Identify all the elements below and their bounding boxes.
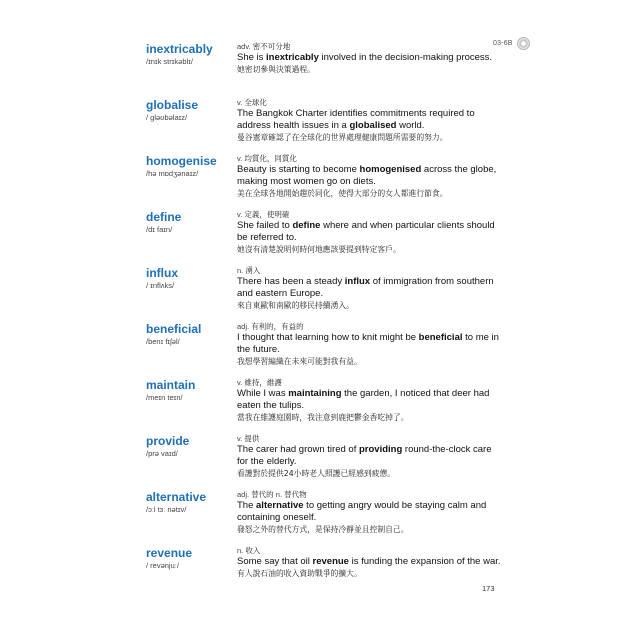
headword: provide: [146, 434, 190, 448]
sentence-keyword: inextricably: [266, 52, 319, 63]
part-of-speech: [237, 42, 505, 52]
vocab-entry: [146, 434, 506, 490]
translation: 當我在維護庭園時，我注意到鹿把鬱金香吃掉了。: [237, 413, 409, 422]
example-sentence: The Bangkok Charter identifies commitments required to address health issues in a globalised world.: [237, 108, 475, 131]
translation: 曼谷憲章確認了在全球化的世界處理健康問題所需要的努力。: [237, 133, 448, 142]
example-sentence: Beauty is starting to become homogenised across the globe, making most women go on diets.: [237, 164, 497, 187]
translation: 來自東歐和南歐的移民持續湧入。: [237, 301, 354, 310]
headword: inextricably: [146, 42, 213, 56]
vocab-entry: [146, 98, 506, 154]
pronunciation: / ɡləʊbəlaɪz/: [146, 113, 188, 122]
vocab-entry: [146, 378, 506, 434]
sentence-keyword: influx: [344, 276, 371, 287]
vocab-entry: [146, 546, 506, 602]
vocab-entry: [146, 322, 506, 378]
translation: 她密切參與決策過程。: [237, 65, 315, 74]
headword: influx: [146, 266, 178, 280]
example-sentence: There has been a steady influx of immigration from southern and eastern Europe.: [237, 276, 494, 299]
example-sentence: She failed to define where and when particular clients should be referred to.: [237, 220, 495, 243]
pos-label: v.: [237, 210, 243, 219]
pos-label: n.: [237, 546, 244, 555]
headword: revenue: [146, 546, 193, 560]
pos-meaning-2: 替代物: [284, 490, 307, 499]
example-sentence: I thought that learning how to knit might be beneficial to me in the future.: [237, 332, 499, 355]
sentence-keyword: beneficial: [418, 332, 463, 343]
sentence-keyword: define: [292, 220, 321, 231]
track-label: 03-6B: [493, 40, 513, 47]
headword: alternative: [146, 490, 207, 504]
pos-meaning: 湧入: [245, 266, 261, 275]
part-of-speech: [237, 322, 505, 332]
headword: maintain: [146, 378, 196, 392]
pos-label: v.: [237, 98, 243, 107]
pos-label: v.: [237, 378, 243, 387]
part-of-speech: [237, 266, 505, 276]
sentence-keyword: maintaining: [288, 388, 342, 399]
vocabulary-list: [146, 42, 506, 602]
pos-meaning: 均質化，同質化: [244, 154, 297, 163]
part-of-speech: [237, 546, 505, 556]
sentence-keyword: homogenised: [359, 164, 422, 175]
vocab-entry: [146, 266, 506, 322]
pos-meaning: 全球化: [244, 98, 267, 107]
example-sentence: The carer had grown tired of providing round-the-clock care for the elderly.: [237, 444, 492, 467]
pronunciation: /hə mɒdʒənaɪz/: [146, 169, 199, 178]
translation: 美在全球各地開始趨於同化，使得大部分的女人都進行節食。: [237, 189, 448, 198]
pos-meaning: 提供: [244, 434, 260, 443]
sentence-keyword: alternative: [256, 500, 304, 511]
pronunciation: /prə vaɪd/: [146, 449, 178, 458]
translation: 她沒有清楚說明何時何地應該要提到特定客戶。: [237, 245, 401, 254]
pronunciation: / revənjuː/: [146, 561, 179, 570]
vocab-entry: [146, 210, 506, 266]
example-sentence: She is inextricably involved in the decision-making process.: [237, 52, 493, 63]
cd-icon: [517, 37, 530, 50]
translation: 發怒之外的替代方式，是保持冷靜並且控制自己。: [237, 525, 409, 534]
part-of-speech: [237, 98, 505, 108]
part-of-speech: [237, 378, 505, 388]
pronunciation: /ɪnɪk strɪkəblɪ/: [146, 57, 193, 66]
example-sentence: The alternative to getting angry would be staying calm and containing oneself.: [237, 500, 487, 523]
vocab-entry: [146, 490, 506, 546]
example-sentence: While I was maintaining the garden, I noticed that deer had eaten the tulips.: [237, 388, 490, 411]
page-number: 173: [482, 584, 495, 593]
pos-meaning: 有利的，有益的: [251, 322, 304, 331]
pronunciation: /benɪ fɪʃəl/: [146, 337, 180, 346]
pos-label: n.: [237, 266, 244, 275]
part-of-speech: [237, 154, 505, 164]
pos-label-2: n.: [275, 490, 283, 499]
part-of-speech: [237, 434, 505, 444]
pronunciation: /ɔːl tɜː nətɪv/: [146, 505, 187, 514]
headword: define: [146, 210, 182, 224]
headword: beneficial: [146, 322, 202, 336]
headword: homogenise: [146, 154, 217, 168]
pos-meaning: 維持，維護: [244, 378, 282, 387]
pronunciation: /meɪn teɪn/: [146, 393, 183, 402]
sentence-keyword: revenue: [312, 556, 349, 567]
pos-meaning: 密不可分地: [252, 42, 291, 51]
pos-meaning: 收入: [245, 546, 261, 555]
sentence-keyword: globalised: [349, 120, 397, 131]
pos-label: v.: [237, 154, 243, 163]
part-of-speech: [237, 490, 505, 500]
pos-label: adj.: [237, 490, 250, 499]
example-sentence: Some say that oil revenue is funding the expansion of the war.: [237, 556, 501, 567]
translation: 我想學習編織在未來可能對我有益。: [237, 357, 362, 366]
pronunciation: / ɪnflʌks/: [146, 281, 175, 290]
pos-label: adj.: [237, 322, 250, 331]
pos-meaning: 替代的: [251, 490, 274, 499]
vocab-entry: [146, 42, 506, 98]
headword: globalise: [146, 98, 199, 112]
pos-label: v.: [237, 434, 243, 443]
vocab-entry: [146, 154, 506, 210]
sentence-keyword: providing: [358, 444, 403, 455]
translation: 有人說石油的收入資助戰爭的擴大。: [237, 569, 362, 578]
pos-meaning: 定義，使明確: [244, 210, 290, 219]
translation: 看護對於提供24小時老人照護已經感到疲憊。: [237, 469, 396, 478]
pos-label: adv.: [237, 42, 251, 51]
part-of-speech: [237, 210, 505, 220]
pronunciation: /dɪ faɪn/: [146, 225, 173, 234]
